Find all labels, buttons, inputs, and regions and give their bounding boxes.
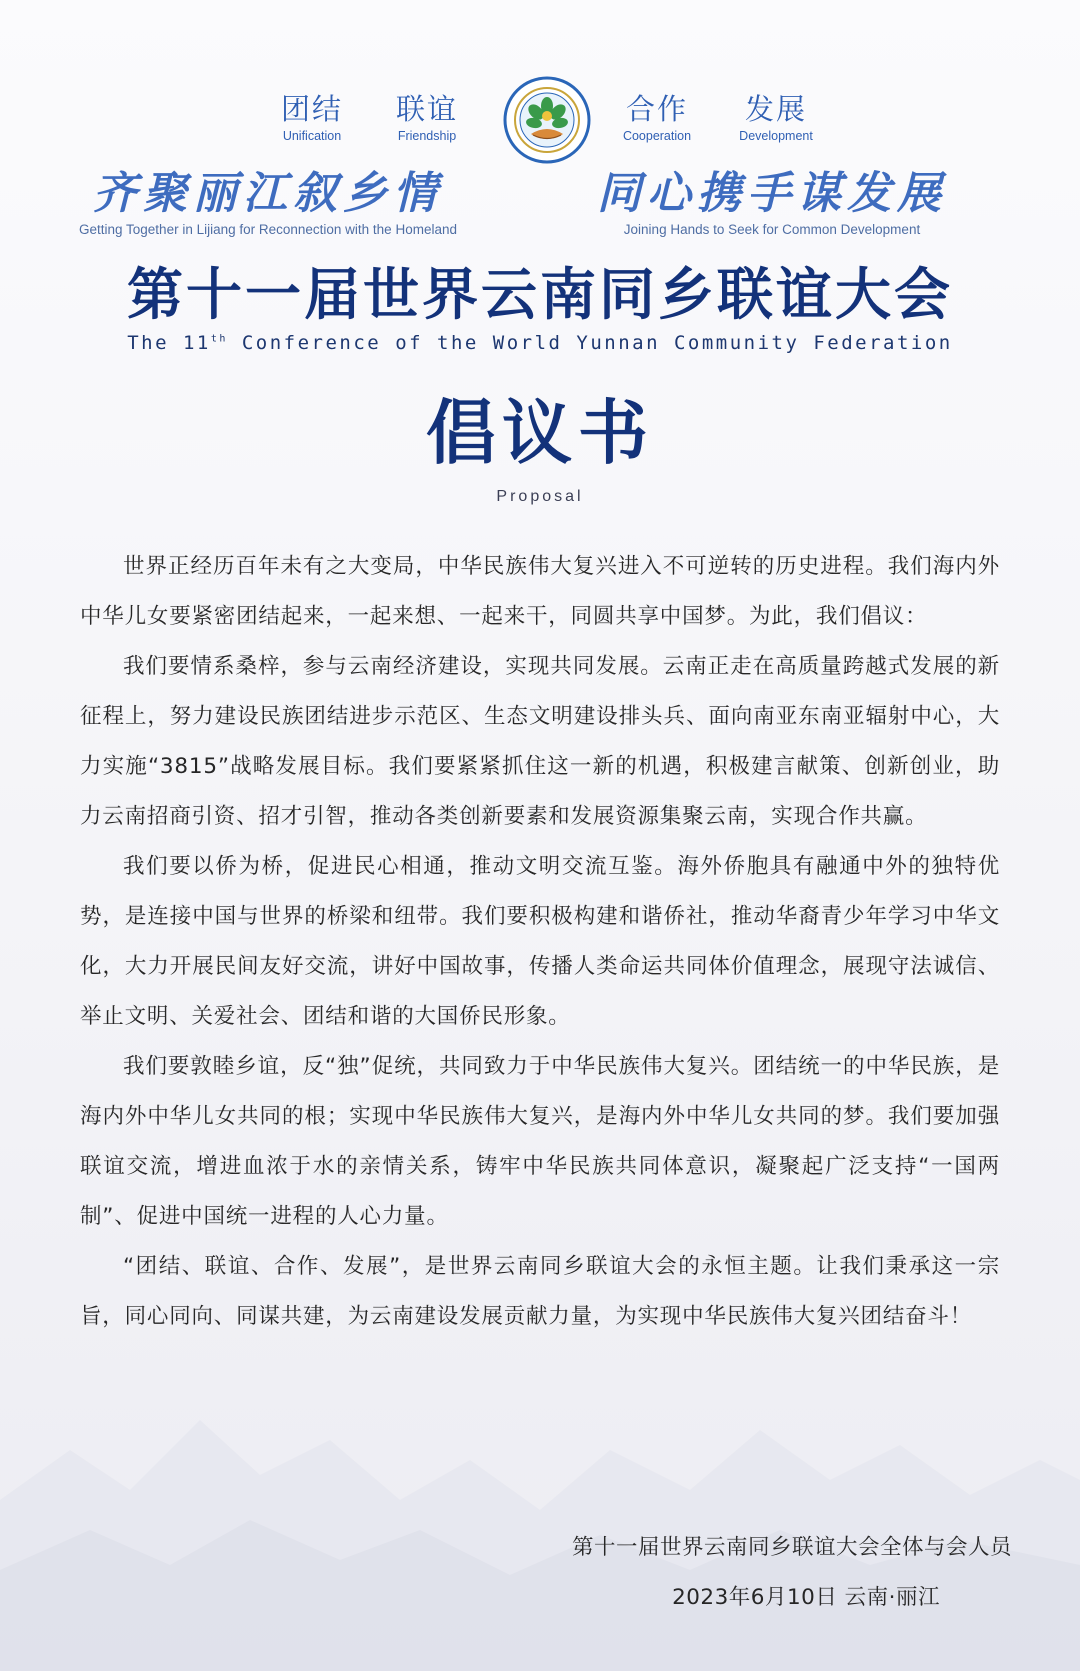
slogan-right — [562, 168, 982, 237]
slogan-en: Getting Together in Lijiang for Reconnection with the Homeland — [79, 222, 457, 237]
motto-en: Unification — [282, 129, 342, 143]
motto-cn: 团结 — [280, 92, 343, 126]
slogan-en: Joining Hands to Seek for Common Development — [623, 222, 921, 237]
slogan-cn: 齐聚丽江叙乡情 — [93, 168, 443, 219]
conference-title: 第十一届世界云南同乡联谊大会 — [127, 262, 953, 328]
motto-en: Cooperation — [622, 129, 692, 143]
conference-title-en-ordinal: th — [210, 333, 228, 345]
motto-cn: 合作 — [625, 92, 688, 126]
conference-title-en — [0, 332, 1080, 354]
document-title: 倡议书 — [426, 391, 654, 474]
motto-en: Development — [739, 129, 813, 143]
motto-friendship — [384, 92, 470, 144]
body-paragraph: 我们要以侨为桥，促进民心相通，推动文明交流互鉴。海外侨胞具有融通中外的独特优势，是连接中国与世界的桥梁和纽带。我们要积极构建和谐侨社，推动华裔青少年学习中华文化，大力开展民间友好交流，讲好中国故事，传播人类命运共同体价值理念，展现守法诚信、举止文明、关爱社会、团结和谐的大国侨民形象。 — [80, 854, 1000, 1029]
conference-title-en-rest: Conference of the World Yunnan Community Federation — [227, 332, 953, 354]
slogan-left — [8, 168, 528, 237]
proposal-body — [80, 542, 1000, 1342]
motto-en: Friendship — [397, 129, 457, 143]
signature-block — [492, 1523, 1012, 1623]
body-paragraph: “团结、联谊、合作、发展”，是世界云南同乡联谊大会的永恒主题。让我们秉承这一宗旨，同心同向、同谋共建，为云南建设发展贡献力量，为实现中华民族伟大复兴团结奋斗！ — [80, 1254, 1000, 1329]
slogan-cn: 同心携手谋发展 — [597, 168, 947, 219]
body-paragraph: 我们要敦睦乡谊，反“独”促统，共同致力于中华民族伟大复兴。团结统一的中华民族，是海内外中华儿女共同的根；实现中华民族伟大复兴，是海内外中华儿女共同的梦。我们要加强联谊交流，增进血浓于水的亲情关系，铸牢中华民族共同体意识，凝聚起广泛支持“一国两制”、促进中国统一进程的人心力量。 — [80, 1054, 1000, 1229]
body-paragraph: 我们要情系桑梓，参与云南经济建设，实现共同发展。云南正走在高质量跨越式发展的新征程上，努力建设民族团结进步示范区、生态文明建设排头兵、面向南亚东南亚辐射中心，大力实施“3815”战略发展目标。我们要紧紧抓住这一新的机遇，积极建言献策、创新创业，助力云南招商引资、招才引智，推动各类创新要素和发展资源集聚云南，实现合作共赢。 — [80, 654, 1000, 829]
federation-logo-icon — [503, 76, 591, 164]
motto-cn: 发展 — [744, 92, 807, 126]
motto-cn: 联谊 — [395, 92, 458, 126]
motto-cooperation — [612, 92, 702, 144]
motto-unification — [274, 92, 350, 144]
motto-development — [726, 92, 826, 144]
signature-date-place: 2023年6月10日 云南·丽江 — [672, 1585, 940, 1610]
document-title-en: Proposal — [496, 488, 584, 505]
body-paragraph: 世界正经历百年未有之大变局，中华民族伟大复兴进入不可逆转的历史进程。我们海内外中华儿女要紧密团结起来，一起来想、一起来干，同圆共享中国梦。为此，我们倡议： — [80, 554, 1000, 629]
signature-organization: 第十一届世界云南同乡联谊大会全体与会人员 — [571, 1535, 1012, 1560]
conference-title-en-prefix: The 11 — [127, 332, 211, 354]
